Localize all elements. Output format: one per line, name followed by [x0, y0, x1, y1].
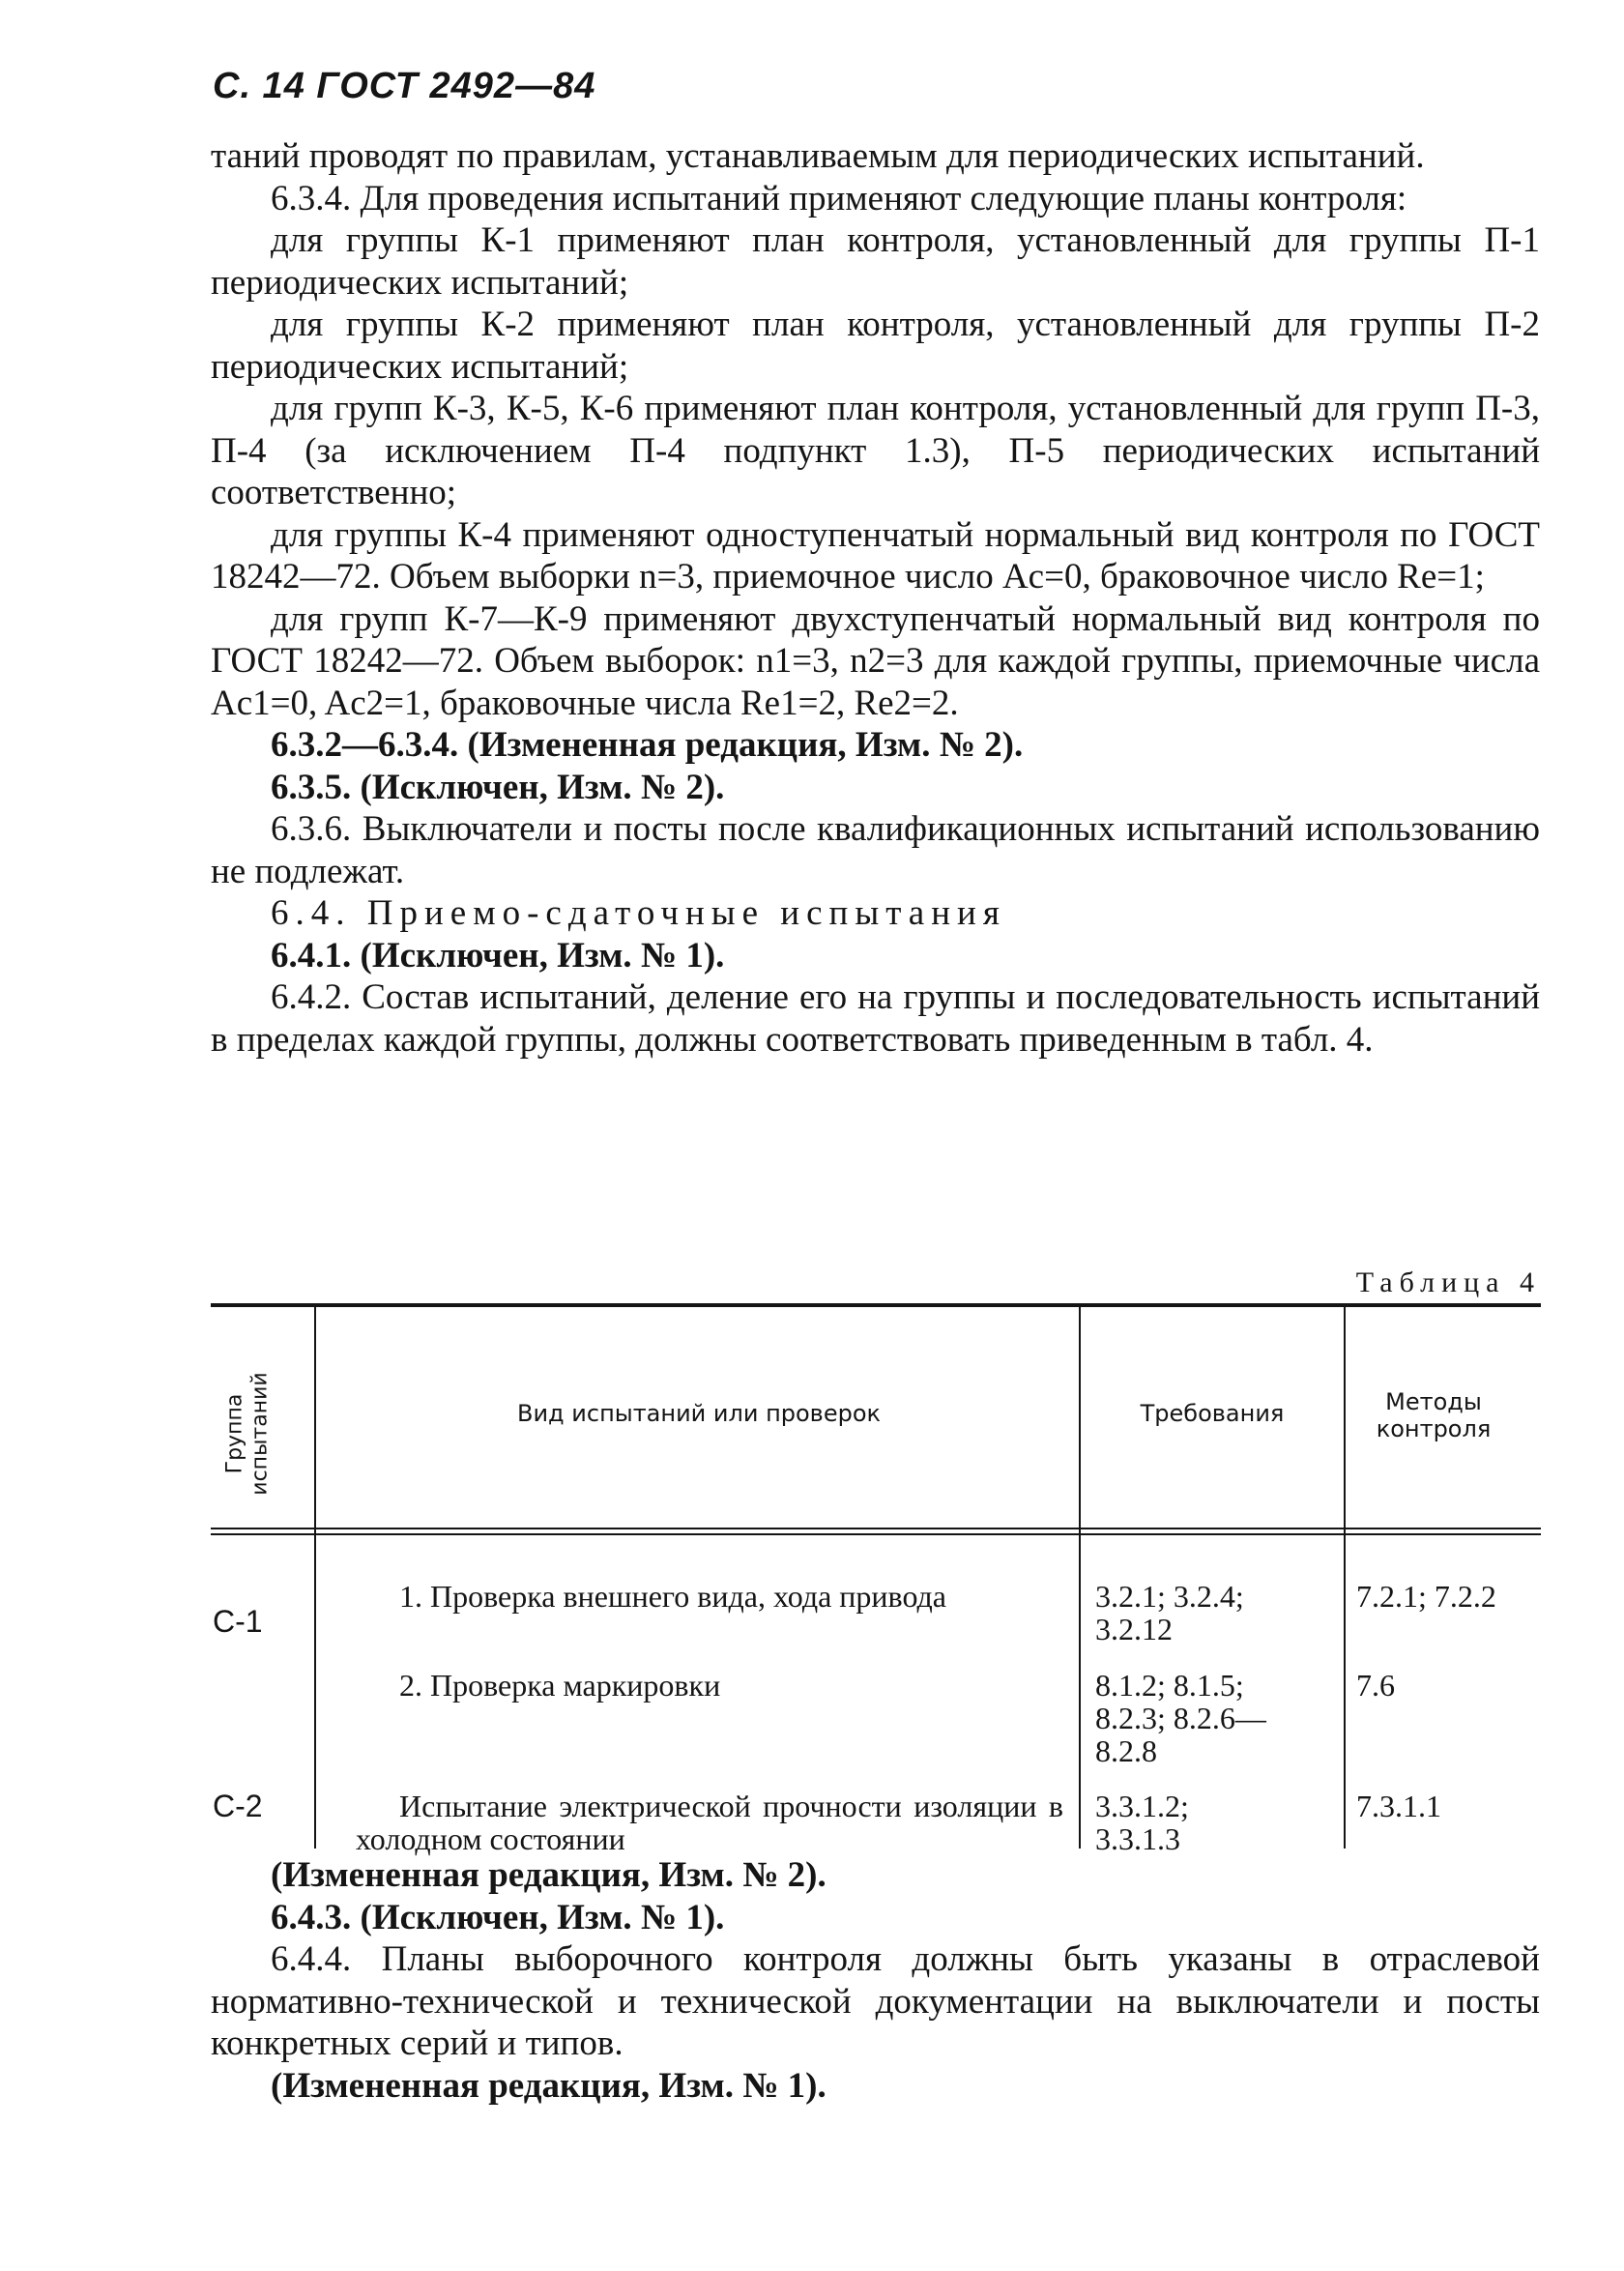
amendment-note: (Измененная редакция, Изм. № 1). — [271, 2065, 826, 2106]
paragraph: 6.3.6. Выключатели и посты после квалификационных испытаний использованию не подлежат. — [211, 809, 1540, 891]
header-group: Группа испытаний — [223, 1372, 274, 1496]
row-requirements: 3.2.1; 3.2.4; 3.2.12 — [1095, 1579, 1244, 1646]
paragraph: для групп К-3, К-5, К-6 применяют план контроля, установленный для групп П-3, П-4 (за исключением П-4 подпункт 1.3), П-5 периодических испытаний соответственно; — [211, 389, 1540, 512]
body-text-top — [211, 135, 1540, 1061]
paragraph: 6.4.2. Состав испытаний, деление его на группы и последовательность испытаний в пределах каждой группы, должны соответствовать приведенным в табл. 4. — [211, 977, 1540, 1060]
table-top-rule — [211, 1303, 1541, 1307]
section-heading: 6.4. Приемо-сдаточные испытания — [271, 893, 1006, 933]
row-requirements: 8.1.2; 8.1.5; 8.2.3; 8.2.6—8.2.8 — [1095, 1668, 1266, 1768]
body-text-bottom — [211, 1854, 1540, 2107]
column-divider — [314, 1307, 316, 1849]
row-methods: 7.3.1.1 — [1356, 1789, 1441, 1823]
row-methods: 7.6 — [1356, 1668, 1395, 1703]
header-requirements: Требования — [1140, 1400, 1285, 1427]
paragraph: для группы К-4 применяют одноступенчатый нормальный вид контроля по ГОСТ 18242—72. Объем выборки n=3, приемочное число Ac=0, браковочное число Re=1; — [211, 514, 1540, 597]
header-test-type: Вид испытаний или проверок — [516, 1400, 882, 1427]
paragraph: таний проводят по правилам, устанавливаемым для периодических испытаний. — [211, 136, 1425, 176]
amendment-note: 6.4.1. (Исключен, Изм. № 1). — [271, 935, 725, 975]
paragraph: 6.4.4. Планы выборочного контроля должны быть указаны в отраслевой нормативно-технической и технической документации на выключатели и посты конкретных серий и типов. — [211, 1939, 1540, 2063]
paragraph: для групп К-7—К-9 применяют двухступенчатый нормальный вид контроля по ГОСТ 18242—72. Объем выборок: n1=3, n2=3 для каждой группы, приемочные числа Ac1=0, Ac2=1, браковочные числа Re1=2, Re2=2. — [211, 598, 1540, 723]
row-group: С-2 — [213, 1789, 263, 1823]
row-test: Испытание электрической прочности изоляции в холодном состоянии — [356, 1789, 1063, 1856]
row-methods: 7.2.1; 7.2.2 — [1356, 1579, 1496, 1614]
table-4 — [211, 1303, 1541, 1856]
header-rule — [211, 1533, 1541, 1535]
paragraph: для группы К-1 применяют план контроля, установленный для группы П-1 периодических испытаний; — [211, 220, 1540, 303]
page-header: С. 14 ГОСТ 2492—84 — [213, 66, 596, 106]
row-test: 2. Проверка маркировки — [399, 1668, 721, 1703]
row-test: 1. Проверка внешнего вида, хода привода — [399, 1579, 946, 1614]
row-requirements: 3.3.1.2; 3.3.1.3 — [1095, 1789, 1189, 1856]
amendment-note: 6.4.3. (Исключен, Изм. № 1). — [271, 1897, 725, 1937]
column-divider — [1079, 1307, 1081, 1849]
table-caption: Таблица 4 — [1355, 1267, 1541, 1298]
header-methods: Методы контроля — [1376, 1388, 1492, 1442]
header-rule — [211, 1528, 1541, 1529]
paragraph: 6.3.4. Для проведения испытаний применяют следующие планы контроля: — [271, 178, 1407, 218]
amendment-note: 6.3.2—6.3.4. (Измененная редакция, Изм. № 2). — [271, 725, 1024, 765]
row-group: С-1 — [213, 1604, 263, 1639]
column-divider — [1344, 1307, 1346, 1849]
amendment-note: (Измененная редакция, Изм. № 2). — [271, 1855, 826, 1895]
amendment-note: 6.3.5. (Исключен, Изм. № 2). — [271, 767, 725, 807]
paragraph: для группы К-2 применяют план контроля, установленный для группы П-2 периодических испытаний; — [211, 305, 1540, 387]
